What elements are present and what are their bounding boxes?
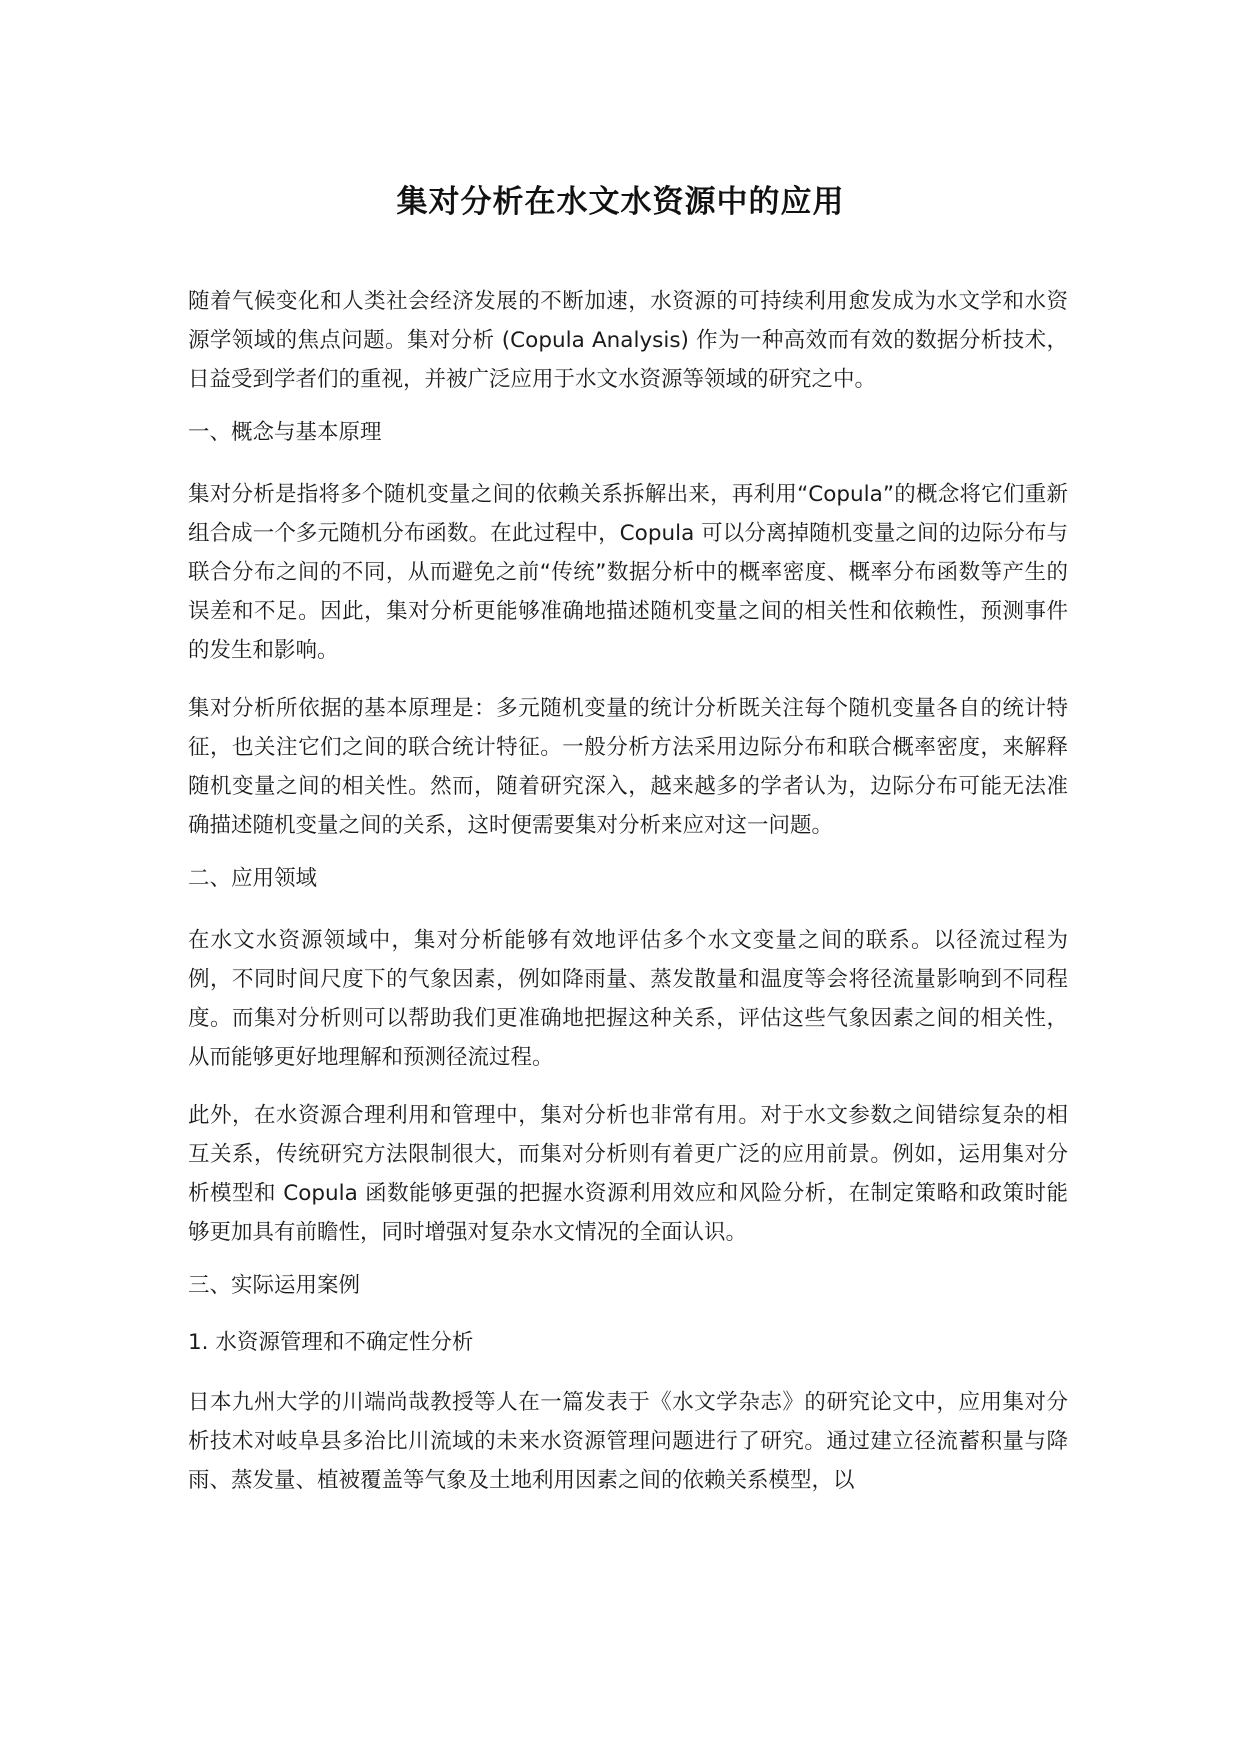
intro-paragraph: 随着气候变化和人类社会经济发展的不断加速，水资源的可持续利用愈发成为水文学和水资源学领域的焦点问题。集对分析 (Copula Analysis) 作为一种高效而有效的数据分析技术，日益受到学者们的重视，并被广泛应用于水文水资源等领域的研究之中。 [188, 289, 1068, 392]
applications-paragraph-2: 此外，在水资源合理利用和管理中，集对分析也非常有用。对于水文参数之间错综复杂的相互关系，传统研究方法限制很大，而集对分析则有着更广泛的应用前景。例如，运用集对分析模型和 Copula 函数能够更强的把握水资源利用效应和风险分析，在制定策略和政策时能够更加具有前瞻性，同时增强对复杂水文情况的全面认识。 [188, 1103, 1068, 1245]
applications-paragraph-1: 在水文水资源领域中，集对分析能够有效地评估多个水文变量之间的联系。以径流过程为例，不同时间尺度下的气象因素，例如降雨量、蒸发散量和温度等会将径流量影响到不同程度。而集对分析则可以帮助我们更准确地把握这种关系，评估这些气象因素之间的相关性，从而能够更好地理解和预测径流过程。 [188, 928, 1068, 1070]
section-heading-cases: 三、实际运用案例 [188, 1273, 361, 1298]
case-subheading-1: 1. 水资源管理和不确定性分析 [188, 1330, 474, 1355]
case-paragraph-1: 日本九州大学的川端尚哉教授等人在一篇发表于《水文学杂志》的研究论文中，应用集对分析技术对岐阜县多治比川流域的未来水资源管理问题进行了研究。通过建立径流蓄积量与降雨、蒸发量、植被覆盖等气象及土地利用因素之间的依赖关系模型，以 [188, 1390, 1068, 1493]
concepts-paragraph-2: 集对分析所依据的基本原理是：多元随机变量的统计分析既关注每个随机变量各自的统计特征，也关注它们之间的联合统计特征。一般分析方法采用边际分布和联合概率密度，来解释随机变量之间的相关性。然而，随着研究深入，越来越多的学者认为，边际分布可能无法准确描述随机变量之间的关系，这时便需要集对分析来应对这一问题。 [188, 696, 1068, 838]
section-heading-applications: 二、应用领域 [188, 866, 318, 891]
document-body [188, 282, 1068, 1519]
section-heading-concepts: 一、概念与基本原理 [188, 420, 382, 445]
concepts-paragraph-1: 集对分析是指将多个随机变量之间的依赖关系拆解出来，再利用“Copula”的概念将它们重新组合成一个多元随机分布函数。在此过程中，Copula 可以分离掉随机变量之间的边际分布与联合分布之间的不同，从而避免之前“传统”数据分析中的概率密度、概率分布函数等产生的误差和不足。因此，集对分析更能够准确地描述随机变量之间的相关性和依赖性，预测事件的发生和影响。 [188, 482, 1068, 663]
document-title: 集对分析在水文水资源中的应用 [396, 184, 845, 220]
